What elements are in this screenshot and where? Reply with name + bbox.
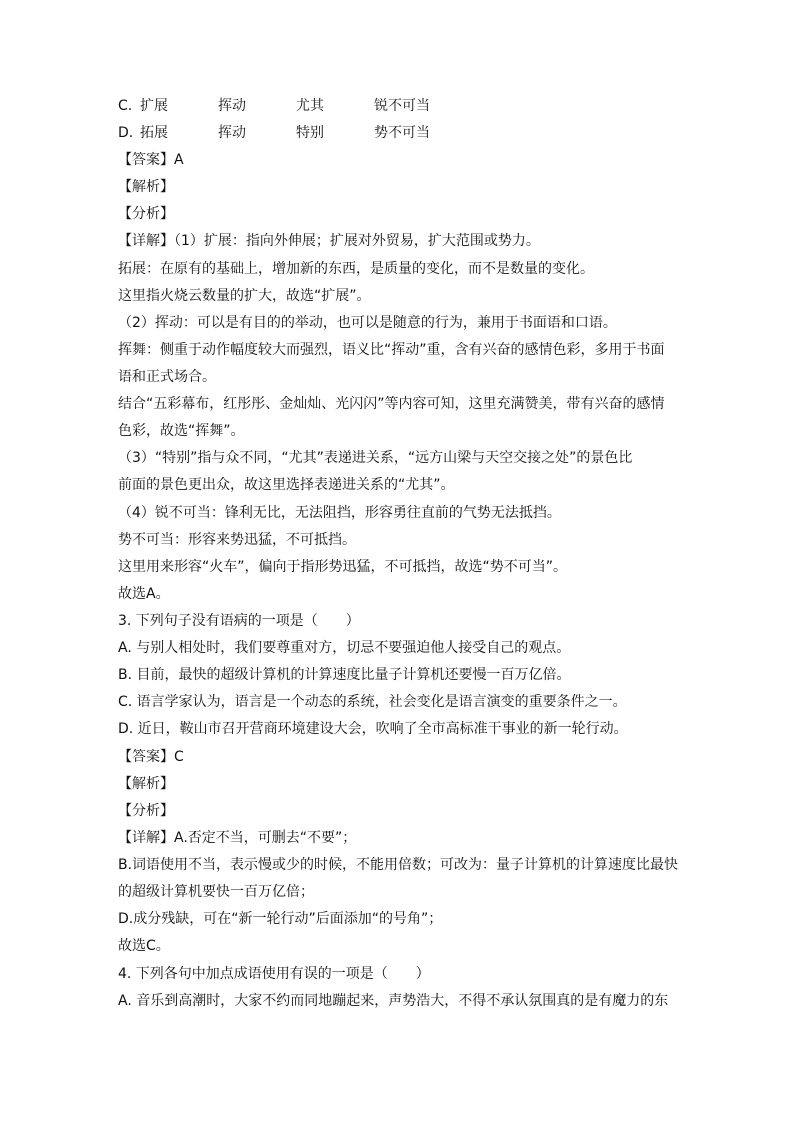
q2-detail-line: 故选A。 xyxy=(118,586,170,602)
q2-detail-line: （2）挥动：可以是有目的的举动，也可以是随意的行为，兼用于书面语和口语。 xyxy=(118,315,617,331)
q4-question: 4. 下列各句中加点成语使用有误的一项是（ ） xyxy=(118,966,430,982)
option-word-3: 尤其 xyxy=(296,98,324,114)
option-word-2: 挥动 xyxy=(218,98,246,114)
q2-detail-line: 势不可当：形容来势迅猛，不可抵挡。 xyxy=(118,532,356,548)
q2-fenxi-heading: 【分析】 xyxy=(118,206,174,222)
option-word-1: 拓展 xyxy=(140,125,168,141)
q2-detail-line: 这里指火烧云数量的扩大，故选“扩展”。 xyxy=(118,288,371,304)
q3-question: 3. 下列句子没有语病的一项是（ ） xyxy=(118,613,360,629)
q3-detail-line: B.词语使用不当，表示慢或少的时候，不能用倍数；可改为：量子计算机的计算速度比最快 xyxy=(118,857,679,873)
option-word-4: 锐不可当 xyxy=(374,98,430,114)
q3-answer: 【答案】C xyxy=(118,749,184,765)
q2-answer: 【答案】A xyxy=(118,152,184,168)
option-word-4: 势不可当 xyxy=(374,125,430,141)
q2-option-d xyxy=(118,123,683,143)
q3-option-a: A. 与别人相处时，我们要尊重对方，切忌不要强迫他人接受自己的观点。 xyxy=(118,640,571,656)
q2-detail-line: 语和正式场合。 xyxy=(118,369,216,385)
q2-detail-line: 色彩，故选“挥舞”。 xyxy=(118,423,245,439)
q2-detail-line: 前面的景色更出众，故这里选择表递进关系的“尤其”。 xyxy=(118,477,455,493)
option-letter: C. xyxy=(118,98,133,114)
q3-detail-line: D.成分残缺，可在“新一轮行动”后面添加“的号角”； xyxy=(118,911,443,927)
q3-option-c: C. 语言学家认为，语言是一个动态的系统，社会变化是语言演变的重要条件之一。 xyxy=(118,694,627,710)
q2-detail-line: 【详解】（1）扩展：指向外伸展；扩展对外贸易，扩大范围或势力。 xyxy=(118,233,540,249)
q2-detail-line: 结合“五彩幕布，红彤彤、金灿灿、光闪闪”等内容可知，这里充满赞美，带有兴奋的感情 xyxy=(118,396,665,412)
q3-detail-line: 的超级计算机要快一百万亿倍； xyxy=(118,884,314,900)
q2-detail-line: （3）“特别”指与众不同，“尤其”表递进关系，“远方山梁与天空交接之处”的景色比 xyxy=(118,450,633,466)
q2-detail-line: （4）锐不可当：锋利无比，无法阻挡，形容勇往直前的气势无法抵挡。 xyxy=(118,505,561,521)
q3-option-b: B. 目前，最快的超级计算机的计算速度比量子计算机还要慢一百万亿倍。 xyxy=(118,667,571,683)
option-letter: D. xyxy=(118,125,134,141)
q3-detail-line: 【详解】A.否定不当，可删去“不要”； xyxy=(118,830,357,846)
q3-fenxi-heading: 【分析】 xyxy=(118,803,174,819)
q3-option-d: D. 近日，鞍山市召开营商环境建设大会，吹响了全市高标准干事业的新一轮行动。 xyxy=(118,721,628,737)
q2-detail-line: 拓展：在原有的基础上，增加新的东西，是质量的变化，而不是数量的变化。 xyxy=(118,261,594,277)
q3-detail-line: 故选C。 xyxy=(118,938,170,954)
q3-analysis-heading: 【解析】 xyxy=(118,776,174,792)
q2-detail-line: 挥舞：侧重于动作幅度较大而强烈，语义比“挥动”重，含有兴奋的感情色彩，多用于书面 xyxy=(118,342,665,358)
option-word-2: 挥动 xyxy=(218,125,246,141)
option-word-1: 扩展 xyxy=(140,98,168,114)
option-word-3: 特别 xyxy=(296,125,324,141)
q4-option-a: A. 音乐到高潮时，大家不约而同地蹦起来，声势浩大，不得不承认氛围真的是有魔力的东 xyxy=(118,993,669,1009)
q2-option-c xyxy=(118,96,683,116)
q2-detail-line: 这里用来形容“火车”，偏向于指形势迅猛，不可抵挡，故选“势不可当”。 xyxy=(118,559,568,575)
q2-analysis-heading: 【解析】 xyxy=(118,179,174,195)
